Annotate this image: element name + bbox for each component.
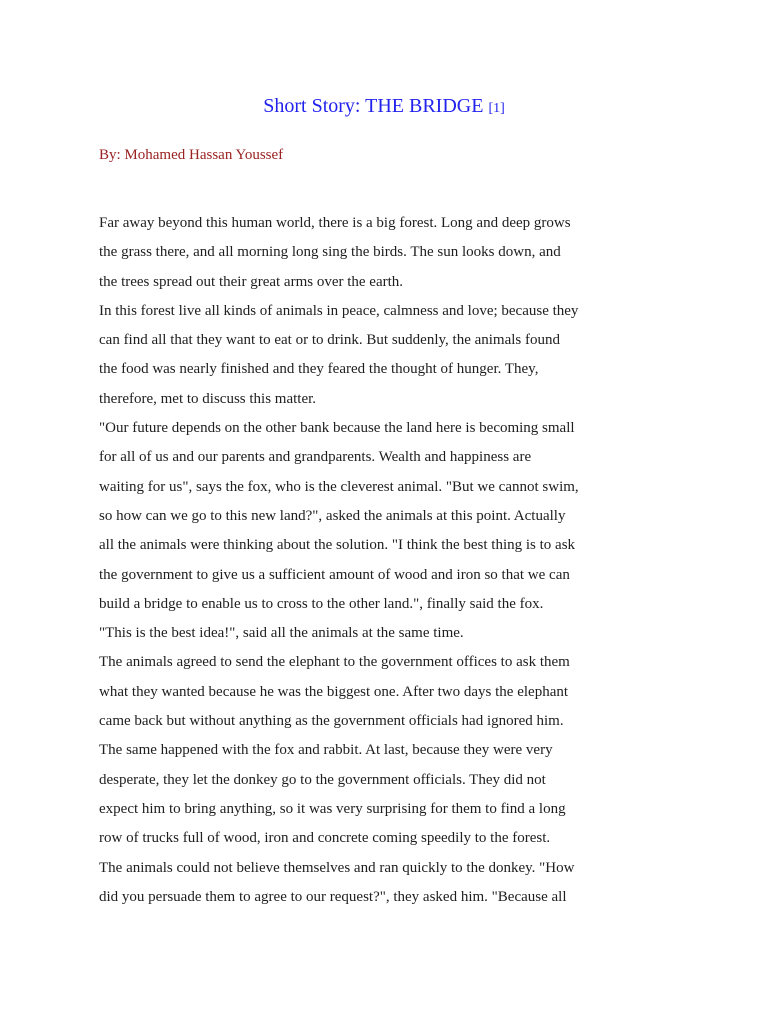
text-line: therefore, met to discuss this matter. (99, 390, 317, 407)
story-title (0, 92, 768, 123)
text-line: for all of us and our parents and grandparents. Wealth and happiness are (99, 449, 532, 466)
text-line: "This is the best idea!", said all the animals at the same time. (99, 625, 464, 642)
text-line: can find all that they want to eat or to drink. But suddenly, the animals found (99, 332, 561, 349)
text-line: The same happened with the fox and rabbit. At last, because they were very (99, 742, 553, 759)
text-line: the grass there, and all morning long sing the birds. The sun looks down, and (99, 244, 561, 261)
text-line: The animals agreed to send the elephant to the government offices to ask them (99, 654, 570, 671)
text-line: expect him to bring anything, so it was very surprising for them to find a long (99, 800, 566, 817)
text-line: row of trucks full of wood, iron and concrete coming speedily to the forest. (99, 830, 551, 847)
text-line: waiting for us", says the fox, who is the cleverest animal. "But we cannot swim, (99, 478, 579, 495)
text-line: what they wanted because he was the biggest one. After two days the elephant (99, 683, 569, 700)
text-line: desperate, they let the donkey go to the government officials. They did not (99, 771, 546, 788)
text-line: did you persuade them to agree to our request?", they asked him. "Because all (99, 888, 567, 905)
text-line: the government to give us a sufficient amount of wood and iron so that we can (99, 566, 570, 583)
text-line: "Our future depends on the other bank because the land here is becoming small (99, 420, 575, 437)
text-line: build a bridge to enable us to cross to the other land.", finally said the fox. (99, 595, 544, 612)
text-line: the food was nearly finished and they feared the thought of hunger. They, (99, 361, 539, 378)
text-line: In this forest live all kinds of animals in peace, calmness and love; because they (99, 302, 579, 319)
text-line: came back but without anything as the government officials had ignored him. (99, 713, 564, 730)
text-line: so how can we go to this new land?", asked the animals at this point. Actually (99, 507, 566, 524)
story-title-text: Short Story: THE BRIDGE (263, 95, 484, 117)
story-body (99, 209, 669, 912)
text-line: The animals could not believe themselves and ran quickly to the donkey. "How (99, 859, 575, 876)
text-line: all the animals were thinking about the solution. "I think the best thing is to ask (99, 537, 576, 554)
text-line: Far away beyond this human world, there is a big forest. Long and deep grows (99, 215, 571, 231)
footnote-reference-link[interactable]: [1] (488, 101, 505, 116)
author-byline: By: Mohamed Hassan Youssef (99, 147, 284, 163)
text-line: the trees spread out their great arms over the earth. (99, 273, 404, 290)
